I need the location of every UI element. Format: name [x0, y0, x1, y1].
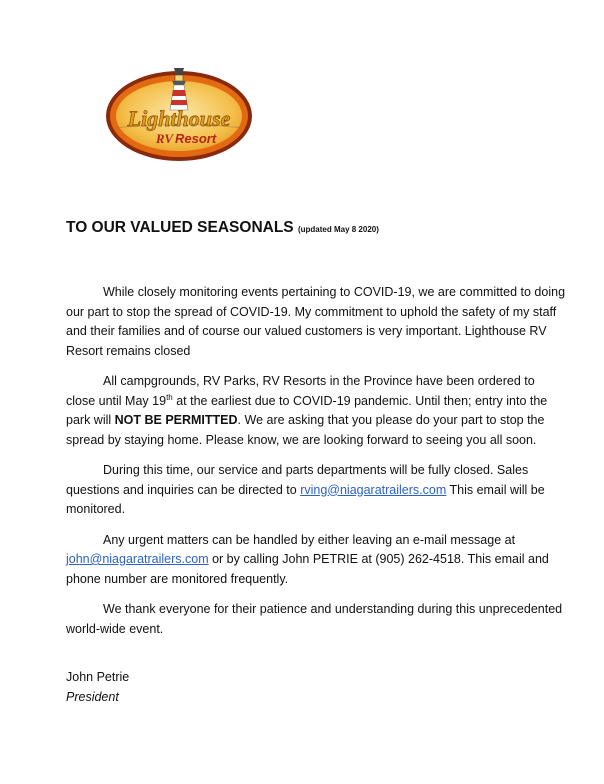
logo-brand-main: Lighthouse	[127, 106, 231, 131]
paragraph-4: Any urgent matters can be handled by either leaving an e-mail message at john@niagaratrailers.com or by calling John PETRIE at (905) 262-4518. This email and phone number are monitored frequently.	[66, 532, 549, 586]
updated-note: (updated May 8 2020)	[297, 225, 379, 234]
paragraph-1: While closely monitoring events pertaining to COVID-19, we are committed to doing our part to stop the spread of COVID-19. My commitment to uphold the safety of my staff and their families and of course our valued customers is very important. Lighthouse RV Resort remains closed	[66, 285, 566, 358]
paragraph-2: All campgrounds, RV Parks, RV Resorts in the Province have been ordered to close until May 19th at the earliest due to COVID-19 pandemic. Until then; entry into the park will NOT BE PERMITTED. We are asking that you please do your part to stop the spread by staying home. Please know, we are looking forward to seeing you all soon.	[66, 374, 548, 447]
logo-brand-rv: RV	[155, 131, 173, 146]
rving-email-link[interactable]: rving@niagaratrailers.com	[300, 482, 447, 497]
paragraph-3: During this time, our service and parts departments will be fully closed. Sales questions and inquiries can be directed to rving@niagaratrailers.com This email will be monitored.	[66, 463, 545, 516]
heading-title: TO OUR VALUED SEASONALS	[66, 219, 294, 236]
lighthouse-rv-resort-logo	[104, 66, 254, 164]
letter-heading	[66, 219, 379, 237]
signature-title: President	[66, 689, 119, 704]
john-email-link[interactable]: john@niagaratrailers.com	[66, 552, 209, 566]
letter-body	[66, 283, 566, 650]
paragraph-5: We thank everyone for their patience and understanding during this unprecedented world-wide event.	[66, 602, 563, 636]
not-permitted-emphasis: NOT BE PERMITTED	[114, 413, 238, 427]
logo-brand-sub: Resort	[175, 131, 217, 146]
signature-name: John Petrie	[66, 670, 130, 684]
signature-block	[66, 668, 129, 707]
